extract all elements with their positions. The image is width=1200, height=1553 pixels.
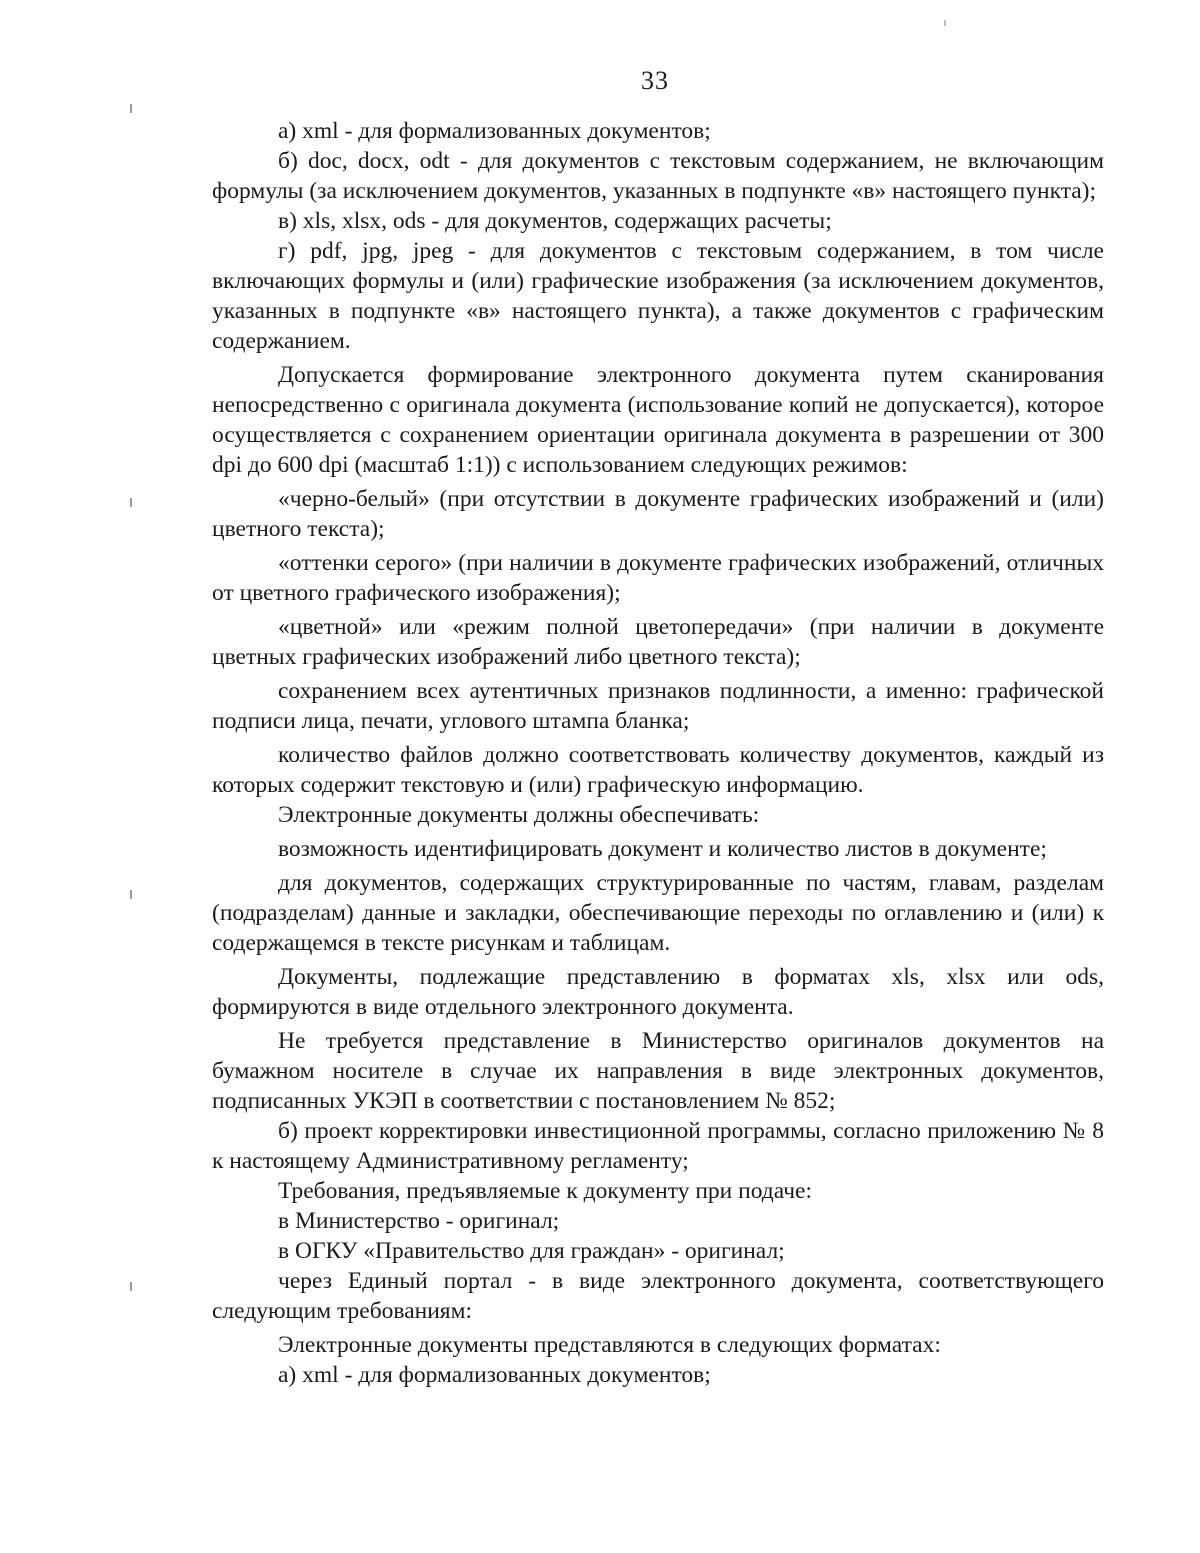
paragraph: Не требуется представление в Министерство оригиналов документов на бумажном носителе в случае их направления в виде электронных документов, подписанных УКЭП в соответствии с постановлением № 852;: [212, 1028, 1104, 1114]
paragraph: г) pdf, jpg, jpeg - для документов с текстовым содержанием, в том числе включающих формулы и (или) графические изображения (за исключением документов, указанных в подпункте «в» настоящего пункта), а также документов с графическим содержанием.: [212, 238, 1104, 354]
paragraph: Требования, предъявляемые к документу при подаче:: [278, 1178, 812, 1204]
paragraph: «цветной» или «режим полной цветопередачи» (при наличии в документе цветных графических изображений либо цветного текста);: [212, 614, 1104, 670]
paragraph: «оттенки серого» (при наличии в документе графических изображений, отличных от цветного графического изображения);: [212, 550, 1104, 606]
paragraph: количество файлов должно соответствовать количеству документов, каждый из которых содержит текстовую и (или) графическую информацию.: [212, 742, 1104, 798]
paragraph: в ОГКУ «Правительство для граждан» - оригинал;: [278, 1238, 785, 1264]
paragraph: Допускается формирование электронного документа путем сканирования непосредственно с оригинала документа (использование копий не допускается), которое осуществляется с сохранением ориентации оригинала документа в разрешении от 300 dpi до 600 dpi (масштаб 1:1)) с использованием следующих режимов:: [212, 362, 1104, 478]
margin-punch-mark: [130, 498, 132, 507]
paragraph: в) xls, xlsx, ods - для документов, содержащих расчеты;: [278, 208, 832, 234]
paragraph: в Министерство - оригинал;: [278, 1208, 560, 1234]
paragraph: через Единый портал - в виде электронного документа, соответствующего следующим требованиям:: [212, 1268, 1104, 1324]
paragraph: б) проект корректировки инвестиционной программы, согласно приложению № 8 к настоящему Административному регламенту;: [212, 1118, 1104, 1174]
page-number: 33: [641, 66, 669, 95]
document-body: [212, 116, 1104, 1390]
paragraph: б) doc, docx, odt - для документов с текстовым содержанием, не включающим формулы (за исключением документов, указанных в подпункте «в» настоящего пункта);: [212, 148, 1104, 204]
scan-mark: [944, 20, 946, 26]
paragraph: а) xml - для формализованных документов;: [278, 1362, 711, 1388]
margin-punch-mark: [130, 890, 132, 899]
paragraph: а) xml - для формализованных документов;: [278, 118, 711, 144]
paragraph: возможность идентифицировать документ и количество листов в документе;: [278, 836, 1047, 862]
paragraph: Электронные документы должны обеспечивать:: [278, 802, 760, 828]
paragraph: Электронные документы представляются в следующих форматах:: [278, 1332, 941, 1358]
margin-punch-mark: [130, 104, 132, 113]
paragraph: для документов, содержащих структурированные по частям, главам, разделам (подразделам) данные и закладки, обеспечивающие переходы по оглавлению и (или) к содержащемся в тексте рисункам и таблицам.: [212, 870, 1104, 956]
paragraph: «черно-белый» (при отсутствии в документе графических изображений и (или) цветного текста);: [212, 486, 1104, 542]
paragraph: сохранением всех аутентичных признаков подлинности, а именно: графической подписи лица, печати, углового штампа бланка;: [212, 678, 1104, 734]
paragraph: Документы, подлежащие представлению в форматах xls, xlsx или ods, формируются в виде отдельного электронного документа.: [212, 964, 1104, 1020]
margin-punch-mark: [130, 1282, 132, 1291]
